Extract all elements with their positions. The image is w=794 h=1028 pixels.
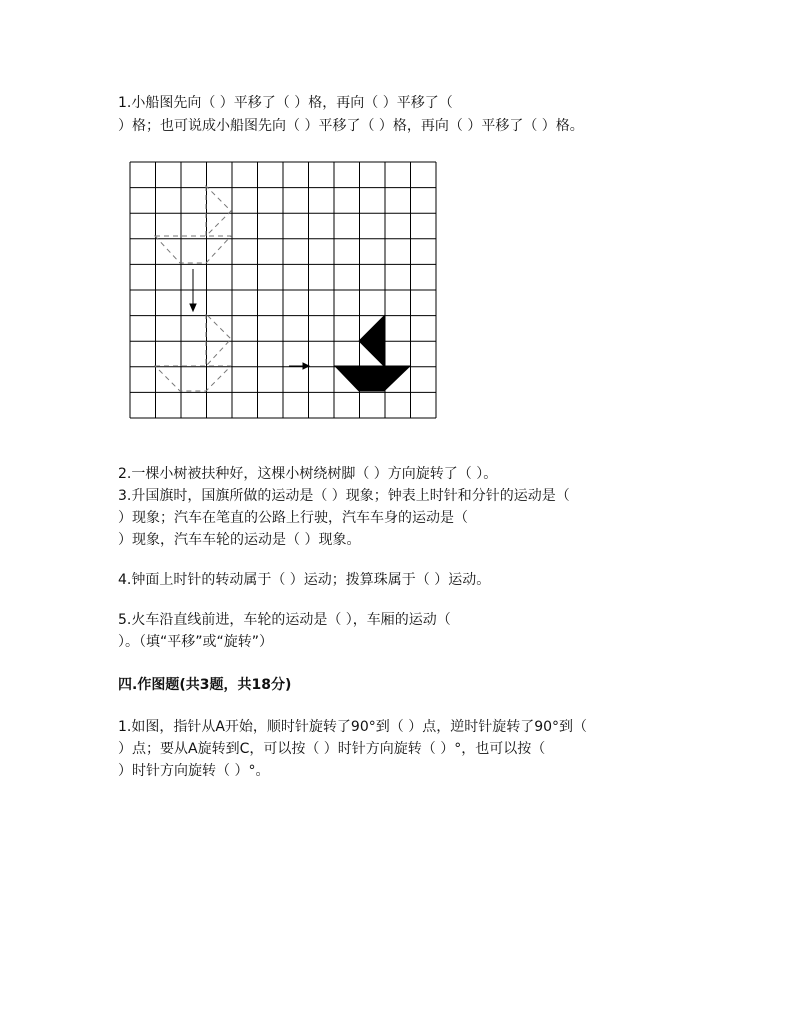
s4-q1-line3: ）时针方向旋转（ ）°。 — [118, 763, 270, 779]
q2-line1: 2.一棵小树被扶种好，这棵小树绕树脚（ ）方向旋转了（ ）。 — [118, 466, 498, 482]
dashed-boat-lower — [155, 314, 231, 391]
q3-line2: ）现象；汽车在笔直的公路上行驶，汽车车身的运动是（ — [118, 510, 468, 526]
solid-hull — [335, 366, 410, 391]
dashed-boat-upper — [155, 186, 231, 263]
q4-line1: 4.钟面上时针的转动属于（ ）运动；拨算珠属于（ ）运动。 — [118, 572, 491, 588]
arrow-right — [289, 363, 309, 369]
translation-grid-figure — [129, 161, 438, 420]
dashed-sail-upper — [206, 186, 231, 236]
q1-line1: 1.小船图先向（ ）平移了（ ）格，再向（ ）平移了（ — [118, 95, 453, 111]
q3-line3: ）现象，汽车车轮的运动是（ ）现象。 — [118, 532, 361, 548]
s4-q1-line2: ）点；要从A旋转到C，可以按（ ）时针方向旋转（ ）°，也可以按（ — [118, 741, 546, 757]
q1-line2: ）格；也可说成小船图先向（ ）平移了（ ）格，再向（ ）平移了（ ）格。 — [118, 118, 584, 134]
dashed-hull-upper — [155, 236, 231, 263]
solid-boat — [335, 316, 410, 391]
dashed-sail-lower — [206, 314, 231, 366]
solid-sail — [359, 316, 384, 366]
q3-line1: 3.升国旗时，国旗所做的运动是（ ）现象；钟表上时针和分针的运动是（ — [118, 488, 570, 504]
q5-line1: 5.火车沿直线前进，车轮的运动是（ ），车厢的运动（ — [118, 612, 451, 628]
q5-line2: ）。（填“平移”或“旋转”） — [118, 634, 274, 650]
section4-heading: 四.作图题(共3题，共18分) — [118, 677, 292, 693]
dashed-hull-lower — [155, 366, 231, 391]
s4-q1-line1: 1.如图，指针从A开始，顺时针旋转了90°到（ ）点，逆时针旋转了90°到（ — [118, 719, 588, 735]
